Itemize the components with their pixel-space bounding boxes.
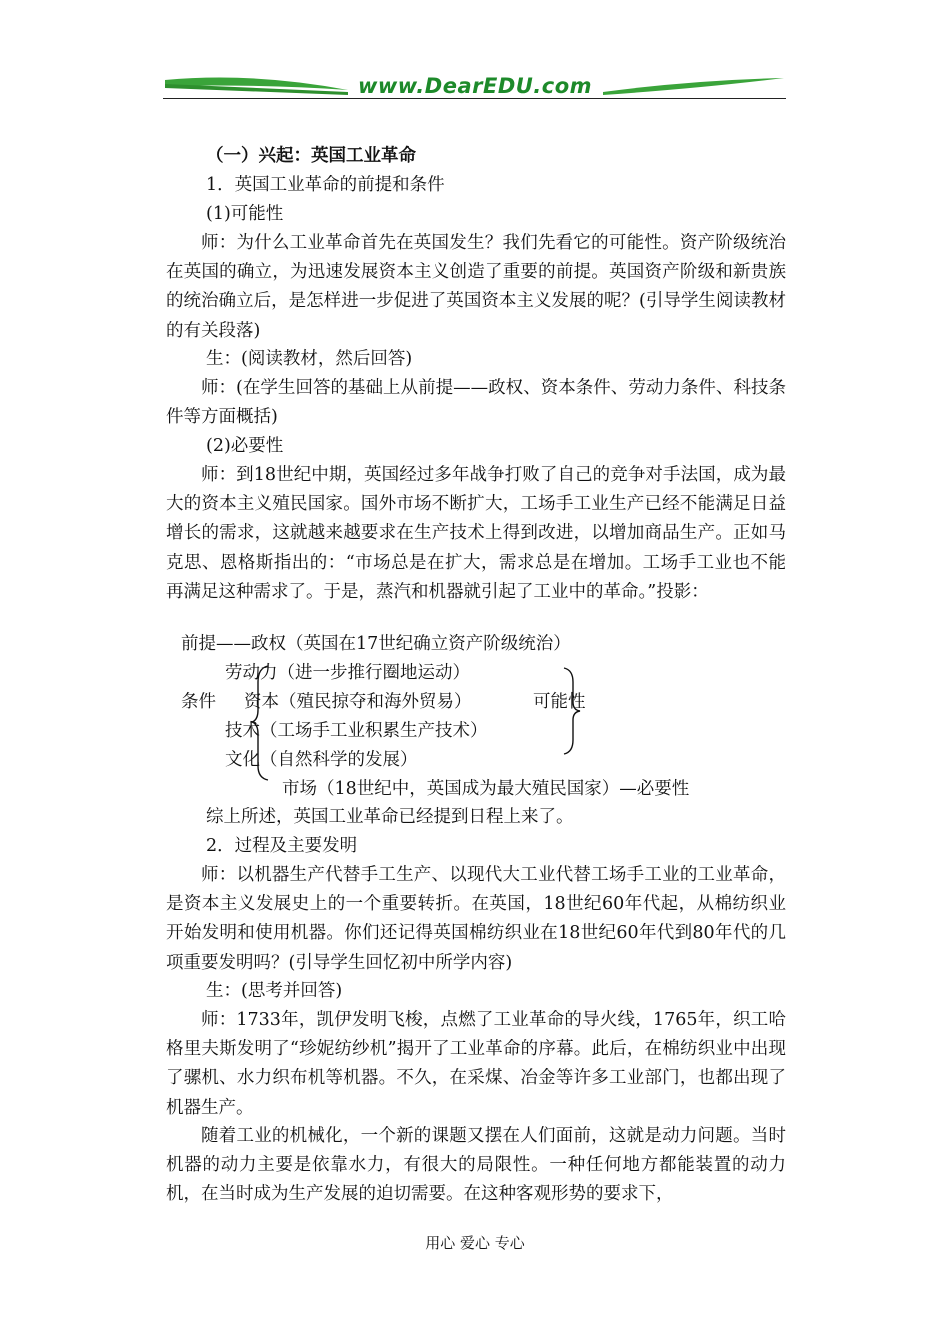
paragraph-student-2: 生：(思考并回答) — [206, 981, 343, 1001]
diagram-possibility: 可能性 — [533, 692, 586, 712]
paragraph-teacher-6: 随着工业的机械化，一个新的课题又摆在人们面前，这就是动力问题。当时机器的动力主要是依靠水力，有很大的局限性。一种任何地方都能装置的动力机，在当时成为生产发展的迫切需要。在这种客观形势的要求下， — [166, 1126, 786, 1205]
item2-title: 2．过程及主要发明 — [206, 836, 358, 856]
right-brace-icon — [562, 666, 582, 756]
subheading-necessity: (2)必要性 — [206, 436, 284, 456]
paragraph-summary: 综上所述，英国工业革命已经提到日程上来了。 — [206, 807, 574, 827]
diagram-labor: 劳动力（进一步推行圈地运动） — [225, 663, 470, 683]
page-footer: 用心 爱心 专心 — [425, 1234, 525, 1252]
item1-title: 1．英国工业革命的前提和条件 — [206, 175, 445, 195]
site-name[interactable]: www.DearEDU.com — [357, 74, 593, 98]
diagram-capital: 资本（殖民掠夺和海外贸易） — [244, 692, 472, 712]
diagram-tech: 技术（工场手工业积累生产技术） — [225, 721, 488, 741]
paragraph-teacher-1-text: 师：为什么工业革命首先在英国发生？我们先看它的可能性。资产阶级统治在英国的确立，为迅速发展资本主义创造了重要的前提。英国资产阶级和新贵族的统治确立后，是怎样进一步促进了英国资本主义发展的呢？ — [166, 233, 786, 312]
section-title: （一）兴起：英国工业革命 — [206, 146, 416, 166]
paragraph-teacher-4: 师：以机器生产代替手工生产、以现代大工业代替工场手工业的工业革命，是资本主义发展史上的一个重要转折。在英国，18世纪60年代起，从棉纺织业开始发明和使用机器。你们还记得英国棉纺织业在18世纪60年代到80年代的几项重要发明吗？(引导学生回忆初中所学内容) — [166, 865, 786, 973]
paragraph-teacher-2: 师：(在学生回答的基础上从前提——政权、资本条件、劳动力条件、科技条件等方面概括) — [166, 378, 786, 428]
left-brace-icon — [250, 664, 272, 782]
paragraph-teacher-1-tail: (引导学生阅读教材的有关段落) — [166, 291, 787, 341]
paragraph-student-1: 生：(阅读教材，然后回答) — [206, 349, 413, 369]
paragraph-teacher-1 — [166, 229, 786, 346]
diagram-premise: 前提——政权（英国在17世纪确立资产阶级统治） — [181, 634, 571, 654]
diagram-market: 市场（18世纪中，英国成为最大殖民国家）—必要性 — [282, 779, 690, 799]
header-rule — [163, 98, 786, 99]
subheading-possibility: (1)可能性 — [206, 204, 284, 224]
diagram-condition: 条件 — [181, 692, 216, 712]
paragraph-teacher-3: 师：到18世纪中期，英国经过多年战争打败了自己的竞争对手法国，成为最大的资本主义殖民国家。国外市场不断扩大，工场手工业生产已经不能满足日益增长的需求，这就越来越要求在生产技术上得到改进，以增加商品生产。正如马克思、恩格斯指出的：“市场总是在扩大，需求总是在增加。工场手工业也不能再满足这种需求了。于是，蒸汽和机器就引起了工业中的革命。”投影： — [166, 465, 786, 602]
diagram-culture: 文化（自然科学的发展） — [225, 750, 418, 770]
paragraph-teacher-5: 师：1733年，凯伊发明飞梭，点燃了工业革命的导火线，1765年，织工哈格里夫斯发明了“珍妮纺纱机”揭开了工业革命的序幕。此后，在棉纺织业中出现了骡机、水力织布机等机器。不久，在采煤、冶金等许多工业部门，也都出现了机器生产。 — [166, 1010, 786, 1118]
